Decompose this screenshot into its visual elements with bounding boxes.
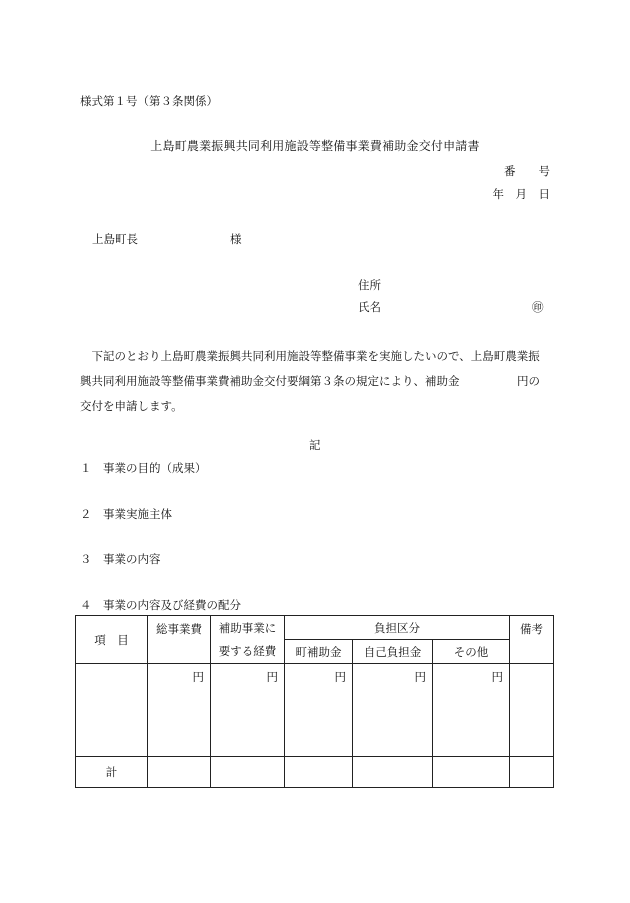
body-line: 下記のとおり上島町農業振興共同利用施設等整備事業を実施したいので、上島町農業振 — [80, 349, 540, 363]
cell-subsidized-cost: 円 — [211, 664, 285, 757]
addressee-name: 上島町長 — [92, 232, 138, 246]
cell-remarks — [510, 664, 554, 757]
cost-allocation-table — [75, 615, 554, 788]
body-line: 交付を申請します。 — [80, 399, 183, 413]
header-remarks: 備考 — [510, 616, 554, 664]
addressee-honorific: 様 — [230, 232, 242, 246]
section-purpose: １ 事業の目的（成果） — [80, 461, 207, 475]
address-label: 住所 — [358, 278, 381, 292]
table-total-row — [76, 757, 554, 788]
cell-self-burden: 円 — [353, 664, 433, 757]
total-cell — [353, 757, 433, 788]
name-label: 氏名 — [358, 300, 381, 314]
ki-heading: 記 — [309, 438, 321, 452]
section-content: ３ 事業の内容 — [80, 552, 161, 566]
total-cell — [285, 757, 353, 788]
table-row — [76, 664, 554, 757]
seal-mark: ㊞ — [532, 300, 544, 314]
total-cell — [148, 757, 211, 788]
cell-town-subsidy: 円 — [285, 664, 353, 757]
header-town-subsidy: 町補助金 — [285, 640, 353, 664]
document-number-label: 番 号 — [504, 164, 550, 178]
form-number: 様式第１号（第３条関係） — [80, 94, 218, 108]
cell-item — [76, 664, 148, 757]
header-item: 項 目 — [76, 616, 148, 664]
total-cell — [211, 757, 285, 788]
section-entity: ２ 事業実施主体 — [80, 507, 172, 521]
total-cell — [510, 757, 554, 788]
cell-total-cost: 円 — [148, 664, 211, 757]
page-title: 上島町農業振興共同利用施設等整備事業費補助金交付申請書 — [150, 139, 480, 153]
header-subsidized-cost: 補助事業に — [211, 616, 285, 640]
header-burden: 負担区分 — [285, 616, 510, 640]
header-self-burden: 自己負担金 — [353, 640, 433, 664]
body-paragraph — [80, 344, 550, 419]
cell-other: 円 — [433, 664, 510, 757]
total-label: 計 — [76, 757, 148, 788]
total-cell — [433, 757, 510, 788]
table-header-row — [76, 616, 554, 640]
header-total-cost: 総事業費 — [148, 616, 211, 664]
body-line: 興共同利用施設等整備事業費補助金交付要綱第３条の規定により、補助金 円の — [80, 374, 540, 388]
header-subsidized-cost-line2: 要する経費 — [211, 640, 285, 664]
header-other: その他 — [433, 640, 510, 664]
section-allocation: ４ 事業の内容及び経費の配分 — [80, 598, 241, 612]
date-label: 年 月 日 — [492, 187, 550, 201]
